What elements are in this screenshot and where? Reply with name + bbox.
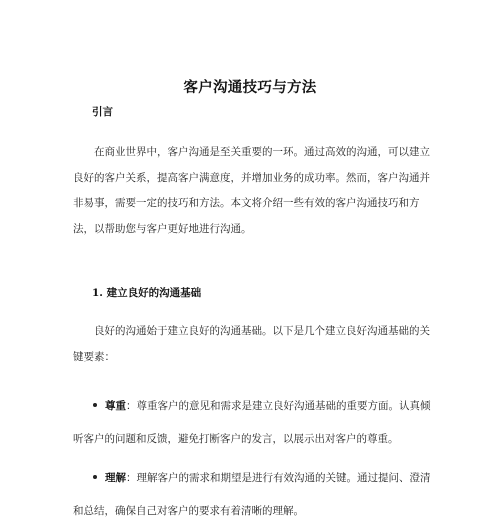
intro-heading: 引言 [92,106,113,118]
bullet-dot-icon [93,403,97,407]
section-1-paragraph: 良好的沟通始于建立良好的沟通基础。以下是几个建立良好沟通基础的关键要素： [73,325,430,363]
bullet-term: 尊重 [105,400,126,412]
bullet-text: ：尊重客户的意见和需求是建立良好沟通基础的重要方面。认真倾听客户的问题和反馈，避免打断客户的发言，以展示出对客户的尊重。 [73,400,431,445]
document-title: 客户沟通技巧与方法 [183,79,317,96]
intro-paragraph: 在商业世界中，客户沟通是至关重要的一环。通过高效的沟通，可以建立良好的客户关系，提高客户满意度，并增加业务的成功率。然而，客户沟通并非易事，需要一定的技巧和方法。本文将介绍一些有效的客户沟通技巧和方法，以帮助您与客户更好地进行沟通。 [73,146,430,235]
bullet-item-understanding [73,462,433,528]
bullet-text: ：理解客户的需求和期望是进行有效沟通的关键。通过提问、澄清和总结，确保自己对客户的要求有着清晰的理解。 [73,472,431,517]
section-1-heading: 1. 建立良好的沟通基础 [92,287,202,299]
bullet-item-respect [73,390,433,456]
bullet-term: 理解 [105,472,126,484]
bullet-dot-icon [93,475,97,479]
